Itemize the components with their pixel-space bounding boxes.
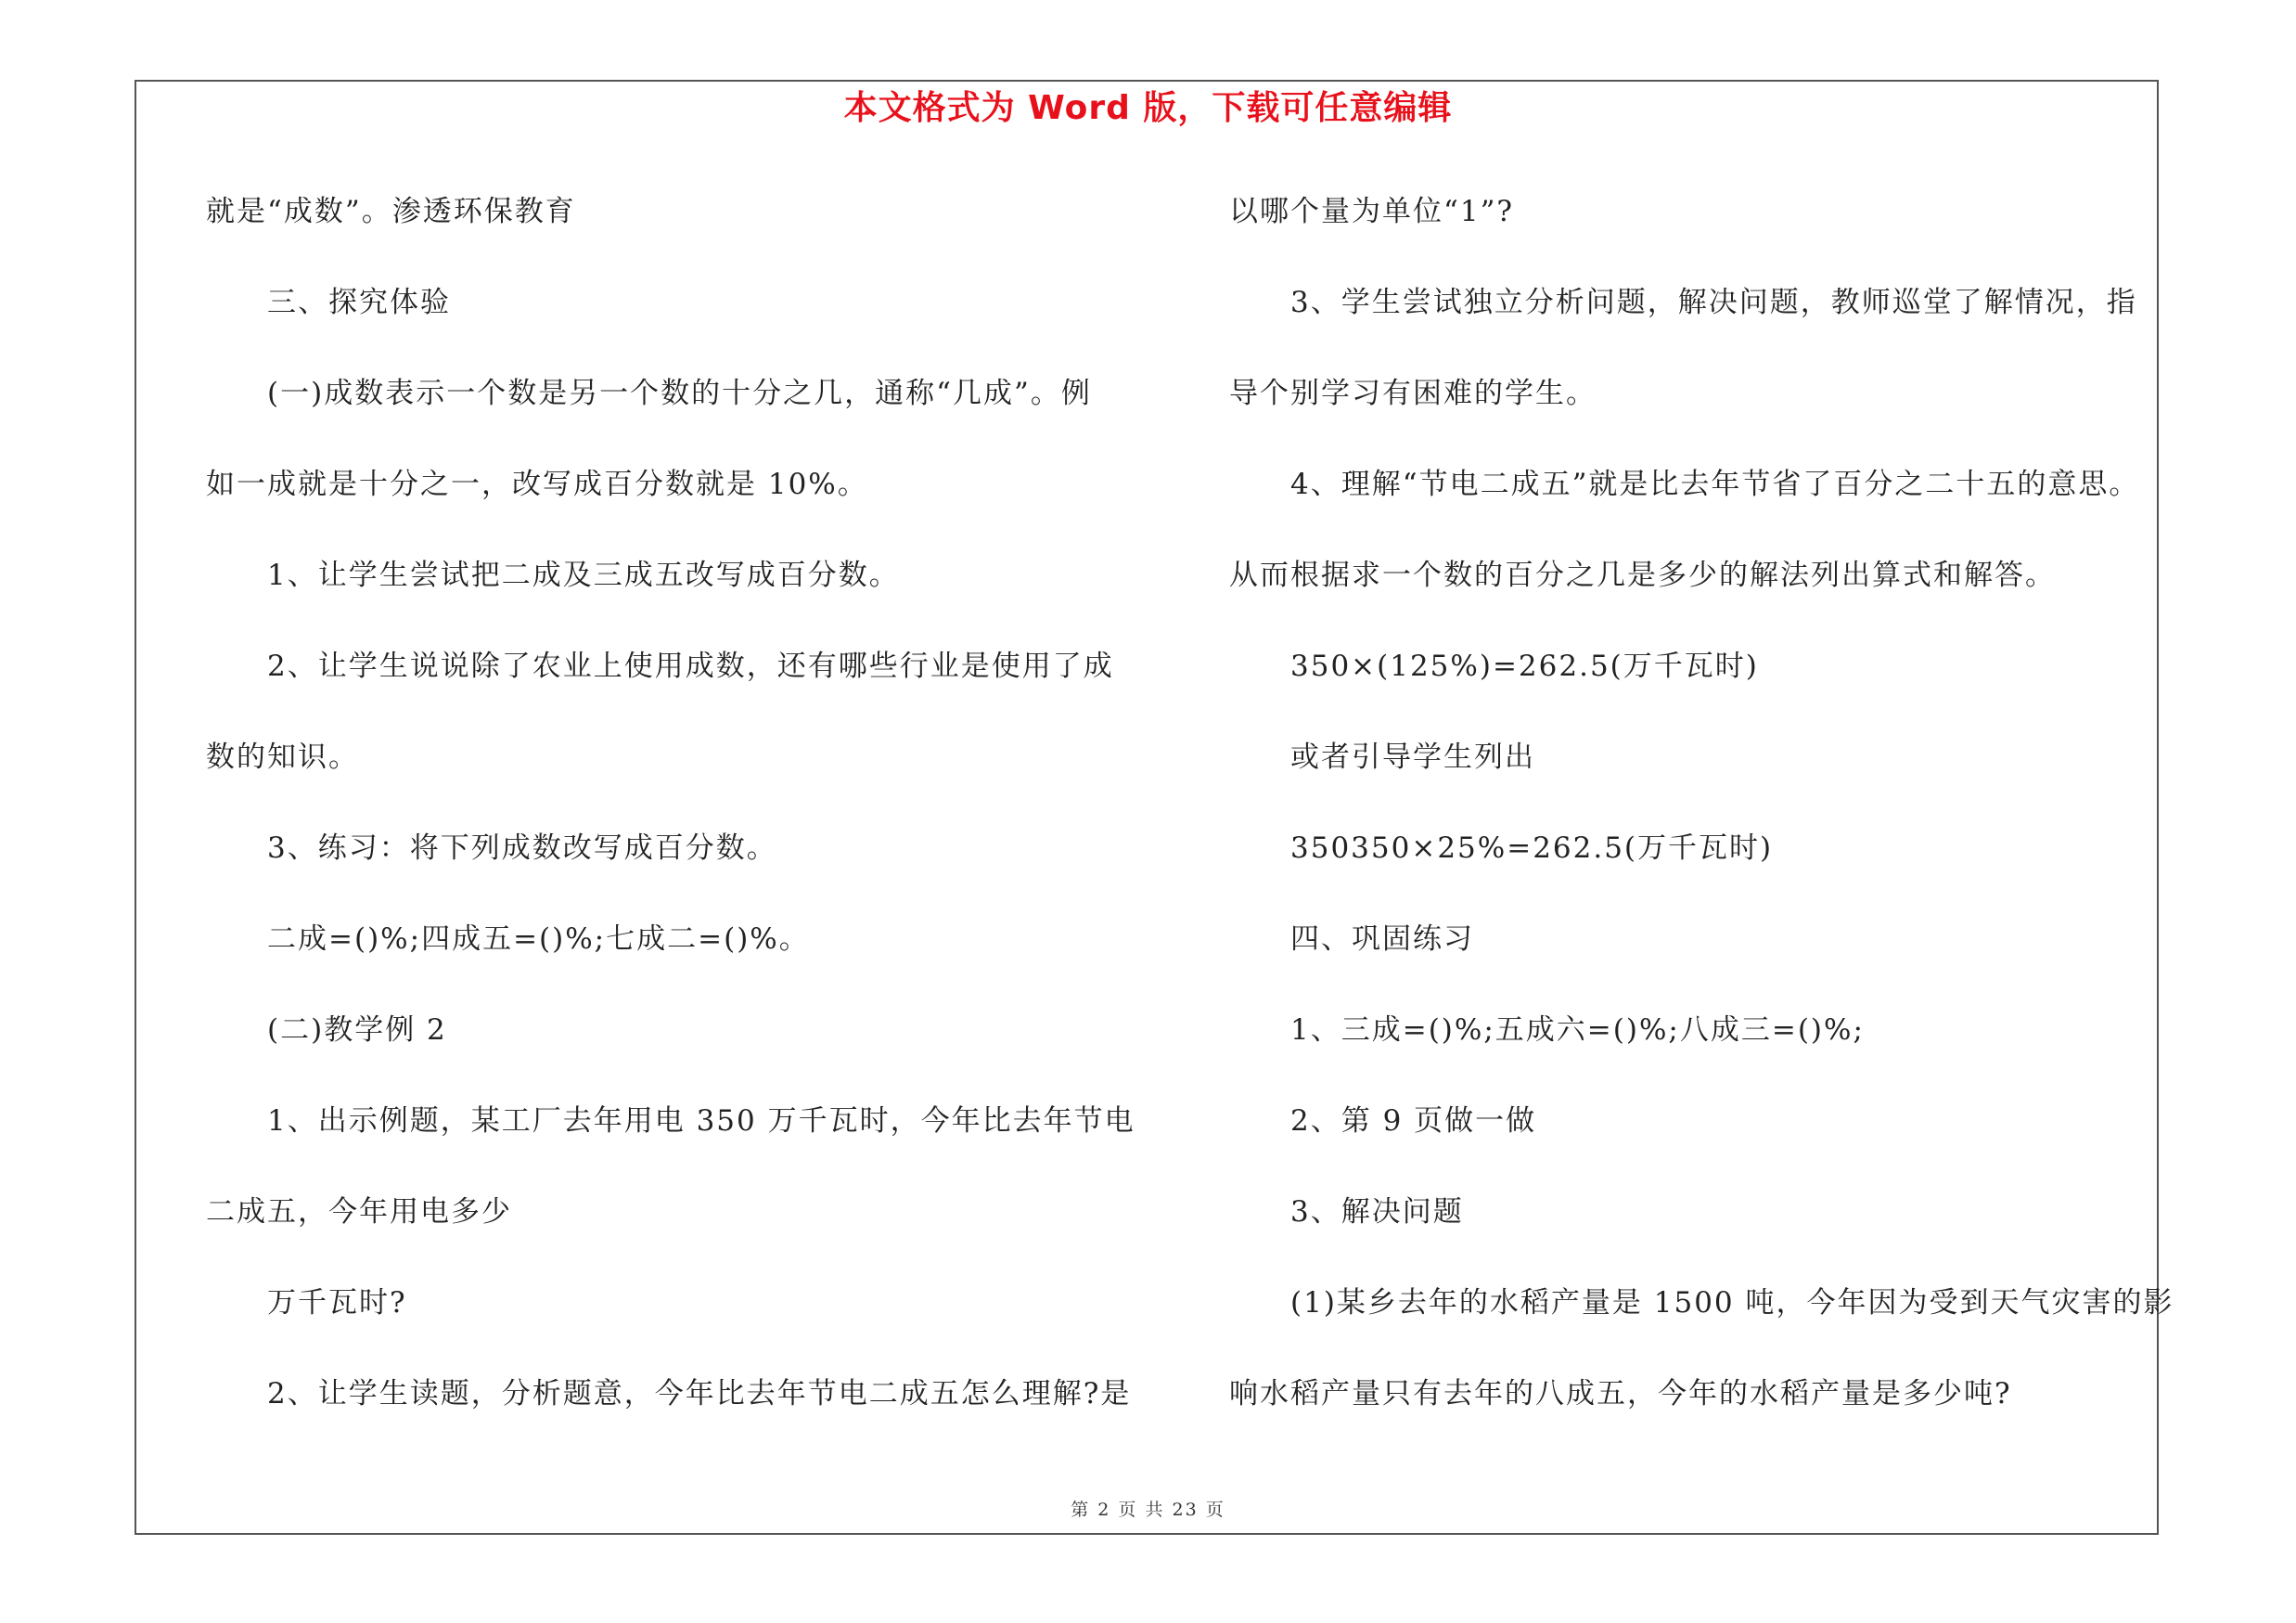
paragraph-line: 1、三成=()%;五成六=()%;八成三=()%; [1290, 1013, 1865, 1047]
paragraph-line: 3、练习：将下列成数改写成百分数。 [267, 831, 777, 865]
paragraph-line: 2、第 9 页做一做 [1290, 1104, 1537, 1138]
section-heading: 四、巩固练习 [1290, 922, 1474, 956]
paragraph-line: 导个别学习有困难的学生。 [1229, 377, 1597, 410]
paragraph-line: 从而根据求一个数的百分之几是多少的解法列出算式和解答。 [1229, 559, 2056, 592]
paragraph-line: 2、让学生说说除了农业上使用成数，还有哪些行业是使用了成 [267, 650, 1114, 683]
paragraph-line: 二成五，今年用电多少 [206, 1195, 512, 1229]
left-text-column [206, 186, 1134, 1459]
paragraph-line: 或者引导学生列出 [1290, 741, 1535, 774]
paragraph-line: 以哪个量为单位“1”? [1229, 195, 1515, 228]
paragraph-line: 如一成就是十分之一，改写成百分数就是 10%。 [206, 468, 868, 501]
paragraph-line: 万千瓦时? [267, 1286, 407, 1320]
formula-line: 350350×25%=262.5(万千瓦时) [1290, 831, 1774, 865]
right-text-column [1229, 186, 2185, 1459]
paragraph-line: 3、学生尝试独立分析问题，解决问题，教师巡堂了解情况，指 [1290, 286, 2137, 319]
section-heading: (二)教学例 2 [267, 1013, 447, 1047]
paragraph-line: 2、让学生读题，分析题意，今年比去年节电二成五怎么理解?是 [267, 1377, 1132, 1410]
paragraph-line: 响水稻产量只有去年的八成五，今年的水稻产量是多少吨? [1229, 1377, 2012, 1410]
paragraph-line: 二成=()%;四成五=()%;七成二=()%。 [267, 922, 810, 956]
paragraph-line: 3、解决问题 [1290, 1195, 1464, 1229]
paragraph-line: 就是“成数”。渗透环保教育 [206, 195, 576, 228]
paragraph-line: 数的知识。 [206, 741, 359, 774]
formula-line: 350×(125%)=262.5(万千瓦时) [1290, 650, 1759, 683]
paragraph-line: 4、理解“节电二成五”就是比去年节省了百分之二十五的意思。 [1290, 468, 2140, 501]
paragraph-line: 1、出示例题，某工厂去年用电 350 万千瓦时，今年比去年节电 [267, 1104, 1135, 1138]
paragraph-line: (一)成数表示一个数是另一个数的十分之几，通称“几成”。例 [267, 377, 1092, 410]
header-banner: 本文格式为 Word 版，下载可任意编辑 [843, 89, 1453, 127]
section-heading: 三、探究体验 [267, 286, 451, 319]
page-number-footer: 第 2 页 共 23 页 [1071, 1500, 1225, 1520]
paragraph-line: (1)某乡去年的水稻产量是 1500 吨，今年因为受到天气灾害的影 [1290, 1286, 2174, 1320]
paragraph-line: 1、让学生尝试把二成及三成五改写成百分数。 [267, 559, 900, 592]
